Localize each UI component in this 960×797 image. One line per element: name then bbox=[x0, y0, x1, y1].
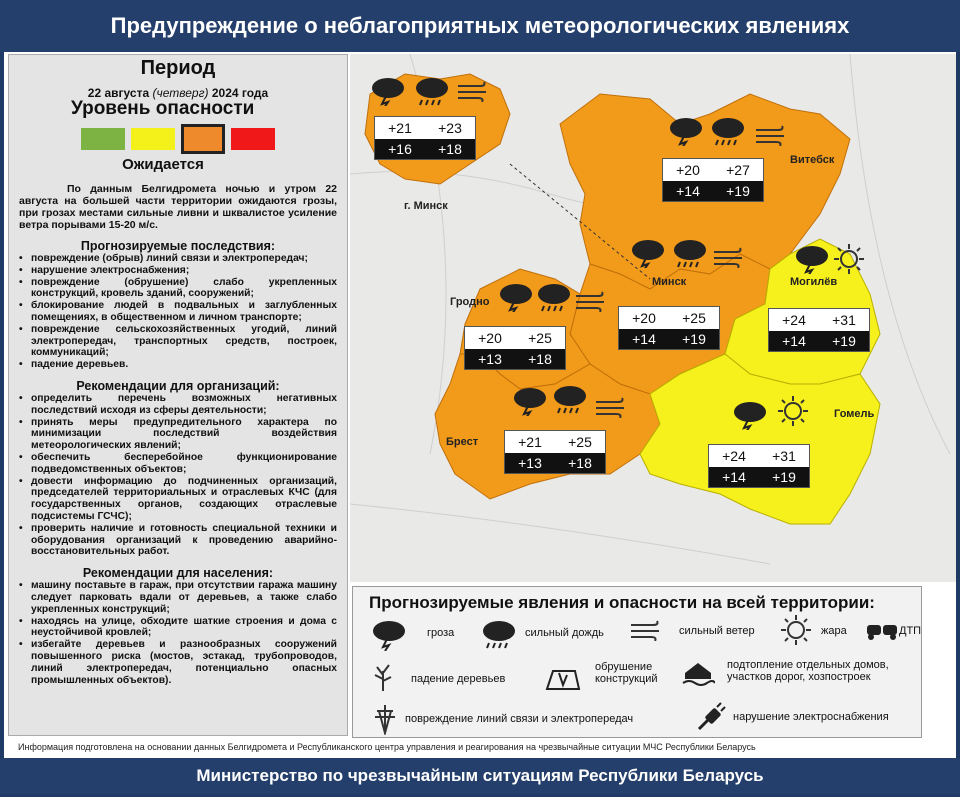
day-temp-min: +24 bbox=[722, 448, 746, 464]
night-temp-max: +19 bbox=[682, 331, 706, 347]
day-temp-min: +24 bbox=[782, 312, 806, 328]
wind-icon bbox=[574, 290, 608, 317]
city-gomel: Гомель bbox=[834, 408, 875, 420]
day-temps bbox=[465, 327, 565, 349]
wind-icon bbox=[594, 396, 628, 423]
list-item: • падение деревьев. bbox=[19, 359, 337, 371]
collapse-icon bbox=[545, 661, 581, 694]
day-temp-max: +27 bbox=[726, 162, 750, 178]
thunderstorm-icon bbox=[496, 280, 534, 317]
day-temps bbox=[619, 307, 719, 329]
list-item: • находясь на улице, обходите шаткие строения и дома с неустойчивой кровлей; bbox=[19, 616, 337, 640]
legend bbox=[352, 586, 922, 738]
night-temp-min: +13 bbox=[518, 455, 542, 471]
temperature-box bbox=[504, 430, 606, 474]
night-temps bbox=[663, 181, 763, 201]
flood-icon bbox=[681, 659, 715, 692]
night-temp-min: +14 bbox=[676, 183, 700, 199]
period-title: Период bbox=[140, 57, 216, 79]
sun-icon bbox=[779, 613, 813, 650]
heavy-rain-icon bbox=[412, 74, 450, 111]
date-main: 22 августа bbox=[87, 86, 150, 100]
car-crash-icon bbox=[865, 617, 899, 646]
list-item: • машину поставьте в гараж, при отсутствии гаража машину следует парковать вдали от деревьев, а также слабо укрепленных конструкций; bbox=[19, 580, 337, 615]
footer-title: Министерство по чрезвычайным ситуациям Республики Беларусь bbox=[196, 766, 764, 785]
night-temp-min: +14 bbox=[782, 333, 806, 349]
expected-label: Ожидается bbox=[122, 156, 204, 173]
night-temps bbox=[505, 453, 605, 473]
legend-heat: жара bbox=[821, 625, 847, 637]
legend-thunderstorm: гроза bbox=[427, 627, 455, 639]
day-temp-max: +25 bbox=[568, 434, 592, 450]
night-temp-max: +19 bbox=[772, 469, 796, 485]
temperature-box bbox=[618, 306, 720, 350]
night-temp-min: +13 bbox=[478, 351, 502, 367]
list-item: • проверить наличие и готовность специальной техники и оборудования организаций к проведению аварийно-восстановительных работ. bbox=[19, 523, 337, 558]
org-list bbox=[19, 393, 337, 558]
danger-level-4 bbox=[231, 128, 275, 150]
region-gomel bbox=[640, 354, 880, 524]
legend-lines: повреждение линий связи и электропередач bbox=[405, 713, 634, 725]
legend-title: Прогнозируемые явления и опасности на всей территории: bbox=[369, 593, 875, 612]
day-temp-max: +25 bbox=[528, 330, 552, 346]
list-item: • довести информацию до подчиненных организаций, председателей территориальных и отраслевых КЧС (для государственных органов, создающих отраслевые подсистемы ГСЧС); bbox=[19, 476, 337, 523]
thunderstorm-icon bbox=[666, 114, 704, 151]
heavy-rain-icon bbox=[534, 280, 572, 317]
night-temps bbox=[465, 349, 565, 369]
danger-level-3 bbox=[181, 124, 225, 154]
heavy-rain-icon bbox=[708, 114, 746, 151]
night-temp-max: +19 bbox=[832, 333, 856, 349]
power-plug-icon bbox=[695, 701, 727, 736]
population-title: Рекомендации для населения: bbox=[82, 566, 274, 581]
day-temp-max: +31 bbox=[832, 312, 856, 328]
legend-power: нарушение электроснабжения bbox=[733, 711, 889, 723]
city-mogilev: Могилёв bbox=[790, 276, 838, 288]
danger-level-scale bbox=[81, 128, 337, 154]
day-temp-min: +21 bbox=[388, 120, 412, 136]
footer bbox=[0, 758, 960, 794]
danger-level-1 bbox=[81, 128, 125, 150]
wind-icon bbox=[712, 246, 746, 273]
day-temp-max: +23 bbox=[438, 120, 462, 136]
night-temps bbox=[619, 329, 719, 349]
city-minsk-inset: г. Минск bbox=[404, 200, 448, 212]
list-item: • обеспечить бесперебойное функционирование подведомственных объектов; bbox=[19, 452, 337, 476]
population-list bbox=[19, 580, 337, 686]
day-temps bbox=[375, 117, 475, 139]
sun-icon bbox=[832, 242, 866, 281]
wind-icon bbox=[456, 80, 490, 107]
thunderstorm-icon bbox=[368, 74, 406, 111]
temperature-box bbox=[464, 326, 566, 370]
day-temps bbox=[769, 309, 869, 331]
night-temp-max: +18 bbox=[528, 351, 552, 367]
heavy-rain-icon bbox=[550, 382, 588, 419]
city-vitebsk: Витебск bbox=[790, 154, 835, 166]
thunderstorm-icon bbox=[510, 384, 548, 421]
temperature-box bbox=[374, 116, 476, 160]
list-item: • нарушение электроснабжения; bbox=[19, 265, 337, 277]
org-title: Рекомендации для организаций: bbox=[76, 378, 280, 393]
fallen-tree-icon bbox=[373, 661, 393, 694]
list-item: • повреждение сельскохозяйственных угодий, линий электропередач, транспортных средств, построек, коммуникаций; bbox=[19, 324, 337, 359]
night-temp-min: +14 bbox=[632, 331, 656, 347]
day-temps bbox=[709, 445, 809, 467]
list-item: • блокирование людей в подвальных и заглубленных помещениях, в общественном и личном транспорте; bbox=[19, 300, 337, 324]
wind-icon bbox=[629, 619, 663, 644]
wind-icon bbox=[754, 124, 788, 151]
day-temps bbox=[663, 159, 763, 181]
danger-level-2 bbox=[131, 128, 175, 150]
temperature-box bbox=[708, 444, 810, 488]
legend-tree-fall: падение деревьев bbox=[411, 673, 506, 685]
legend-heavy-rain: сильный дождь bbox=[525, 627, 604, 639]
city-grodno: Гродно bbox=[450, 296, 490, 308]
date-day: (четверг) bbox=[152, 86, 209, 100]
night-temp-max: +18 bbox=[568, 455, 592, 471]
list-item: • повреждение (обрушение) слабо укрепленных конструкций, кровель зданий, сооружений; bbox=[19, 277, 337, 301]
belarus-map bbox=[350, 54, 956, 582]
city-minsk: Минск bbox=[652, 276, 687, 288]
legend-dtp: ДТП bbox=[899, 625, 922, 637]
source-note: Информация подготовлена на основании данных Белгидромета и Республиканского центра управления и реагирования на чрезвычайные ситуации МЧС Республики Беларусь bbox=[18, 742, 756, 752]
thunderstorm-icon bbox=[792, 242, 830, 279]
page-title-text: Предупреждение о неблагоприятных метеорологических явлениях bbox=[110, 13, 850, 38]
temperature-box bbox=[768, 308, 870, 352]
list-item: • определить перечень возможных негативных последствий исходя из сферы деятельности; bbox=[19, 393, 337, 417]
day-temps bbox=[505, 431, 605, 453]
night-temp-max: +18 bbox=[438, 141, 462, 157]
info-panel bbox=[8, 54, 348, 736]
legend-flooding: подтопление отдельных домов, участков дорог, хозпостроек bbox=[727, 659, 889, 683]
list-item: • принять меры предупредительного характера по минимизации последствий воздействия метеорологических явлений; bbox=[19, 417, 337, 452]
day-temp-min: +20 bbox=[632, 310, 656, 326]
thunderstorm-icon bbox=[369, 617, 409, 654]
night-temps bbox=[769, 331, 869, 351]
night-temps bbox=[709, 467, 809, 487]
power-line-icon bbox=[369, 703, 401, 738]
legend-strong-wind: сильный ветер bbox=[679, 625, 755, 637]
legend-collapse: обрушение конструкций bbox=[595, 661, 658, 685]
danger-level-title: Уровень опасности bbox=[71, 98, 255, 119]
day-temp-min: +20 bbox=[676, 162, 700, 178]
list-item: • повреждение (обрыв) линий связи и электропередач; bbox=[19, 253, 337, 265]
consequences-list bbox=[19, 253, 337, 371]
sun-icon bbox=[776, 394, 810, 433]
day-temp-min: +20 bbox=[478, 330, 502, 346]
page-title bbox=[0, 0, 960, 52]
intro-text: По данным Белгидромета ночью и утром 22 августа на большей части территории ожидаются грозы, при грозах местами сильные ливни и шквалистое усиление ветра порывами 15-20 м/с. bbox=[19, 183, 337, 231]
thunderstorm-icon bbox=[628, 236, 666, 273]
night-temps bbox=[375, 139, 475, 159]
night-temp-min: +16 bbox=[388, 141, 412, 157]
day-temp-max: +31 bbox=[772, 448, 796, 464]
day-temp-min: +21 bbox=[518, 434, 542, 450]
day-temp-max: +25 bbox=[682, 310, 706, 326]
thunderstorm-icon bbox=[730, 398, 768, 435]
heavy-rain-icon bbox=[479, 617, 519, 654]
date-year: 2024 года bbox=[211, 86, 269, 100]
temperature-box bbox=[662, 158, 764, 202]
consequences-title: Прогнозируемые последствия: bbox=[80, 239, 276, 253]
night-temp-min: +14 bbox=[722, 469, 746, 485]
city-brest: Брест bbox=[446, 436, 479, 448]
night-temp-max: +19 bbox=[726, 183, 750, 199]
heavy-rain-icon bbox=[670, 236, 708, 273]
list-item: • избегайте деревьев и разнообразных сооружений повышенного риска (мостов, эстакад, трубопроводов, линий электропередач, потенциально опасных промышленных объектов). bbox=[19, 639, 337, 686]
